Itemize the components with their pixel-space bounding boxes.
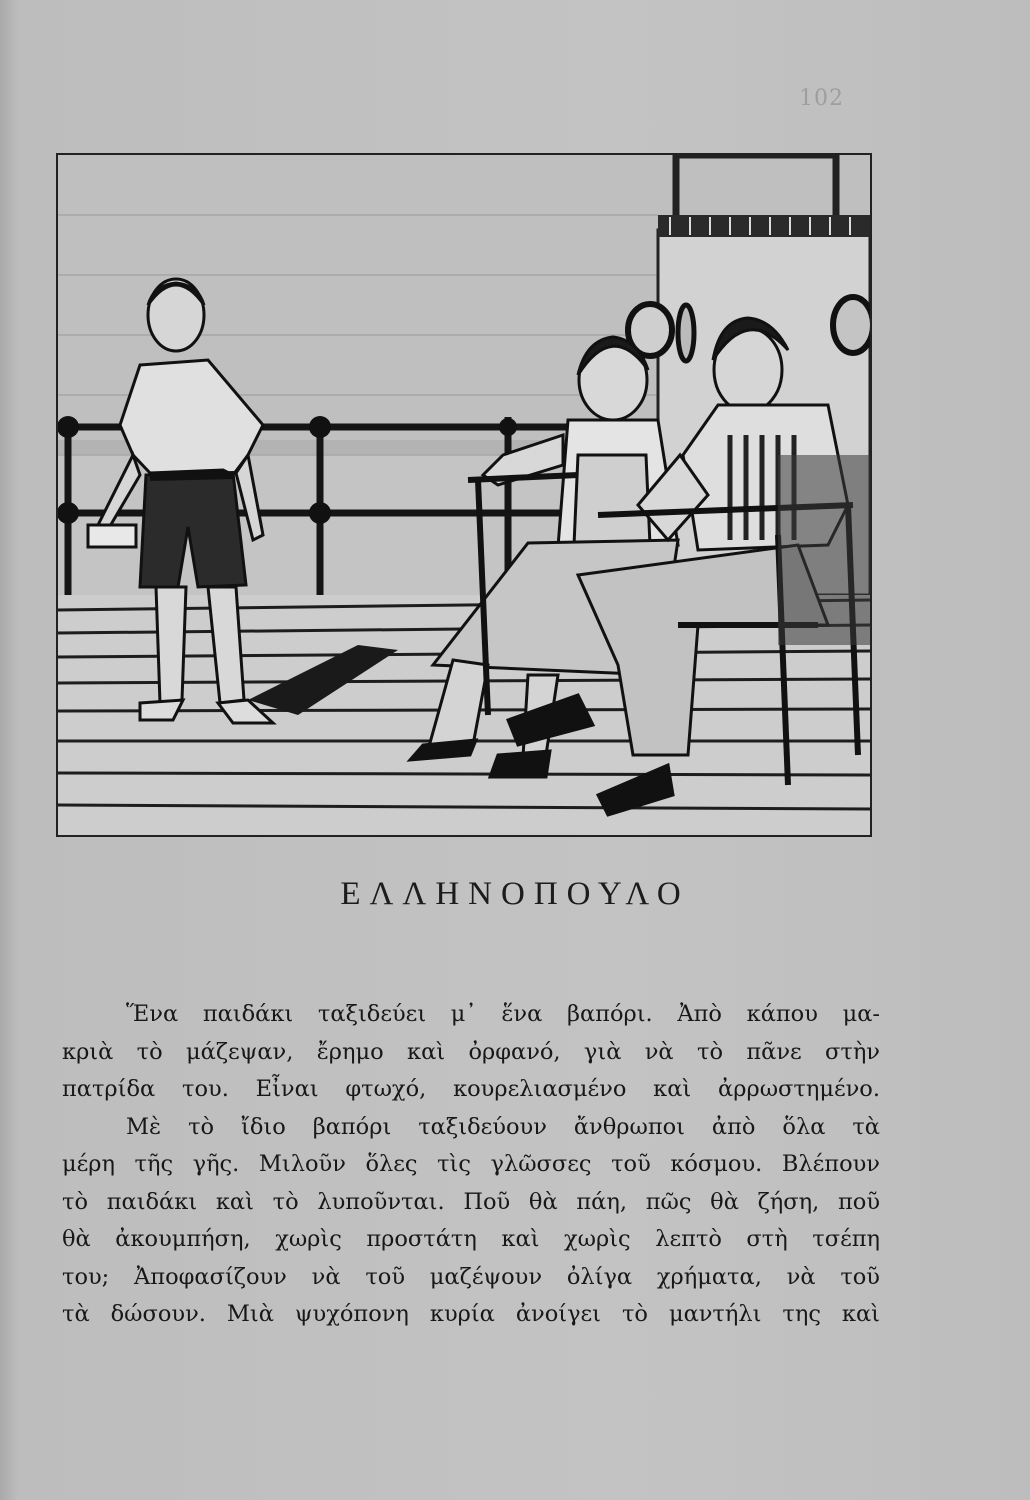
- woodcut-illustration: [56, 153, 872, 837]
- story-title: ΕΛΛΗΝΟΠΟΥΛΟ: [340, 876, 690, 912]
- text-line: θὰ ἀκουμπήση, χωρὶς προστάτη καὶ χωρὶς λεπτὸ στὴ τσέπη: [62, 1226, 880, 1252]
- text-line: Ἕνα παιδάκι ταξιδεύει μ᾿ ἕνα βαπόρι. Ἀπὸ κάπου μα-: [126, 1001, 880, 1027]
- ship-deck-scene-image: [58, 155, 870, 835]
- story-text: [62, 996, 880, 1334]
- page-number: 102: [799, 86, 844, 111]
- text-line: Μὲ τὸ ἴδιο βαπόρι ταξιδεύουν ἄνθρωποι ἀπὸ ὅλα τὰ: [126, 1113, 880, 1140]
- text-line: τὰ δώσουν. Μιὰ ψυχόπονη κυρία ἀνοίγει τὸ μαντήλι της καὶ: [62, 1301, 880, 1327]
- text-line: του; Ἀποφασίζουν νὰ τοῦ μαζέψουν ὀλίγα χρήματα, νὰ τοῦ: [62, 1263, 880, 1290]
- text-line: κριὰ τὸ μάζεψαν, ἔρημο καὶ ὀρφανό, γιὰ νὰ τὸ πᾶνε στὴν: [62, 1038, 880, 1065]
- text-line: πατρίδα του. Εἶναι φτωχό, κουρελιασμένο καὶ ἀρρωστημένο.: [62, 1076, 880, 1102]
- text-line: μέρη τῆς γῆς. Μιλοῦν ὅλες τὶς γλῶσσες τοῦ κόσμου. Βλέπουν: [62, 1151, 880, 1177]
- text-line: τὸ παιδάκι καὶ τὸ λυποῦνται. Ποῦ θὰ πάη, πῶς θὰ ζήση, ποῦ: [62, 1188, 880, 1215]
